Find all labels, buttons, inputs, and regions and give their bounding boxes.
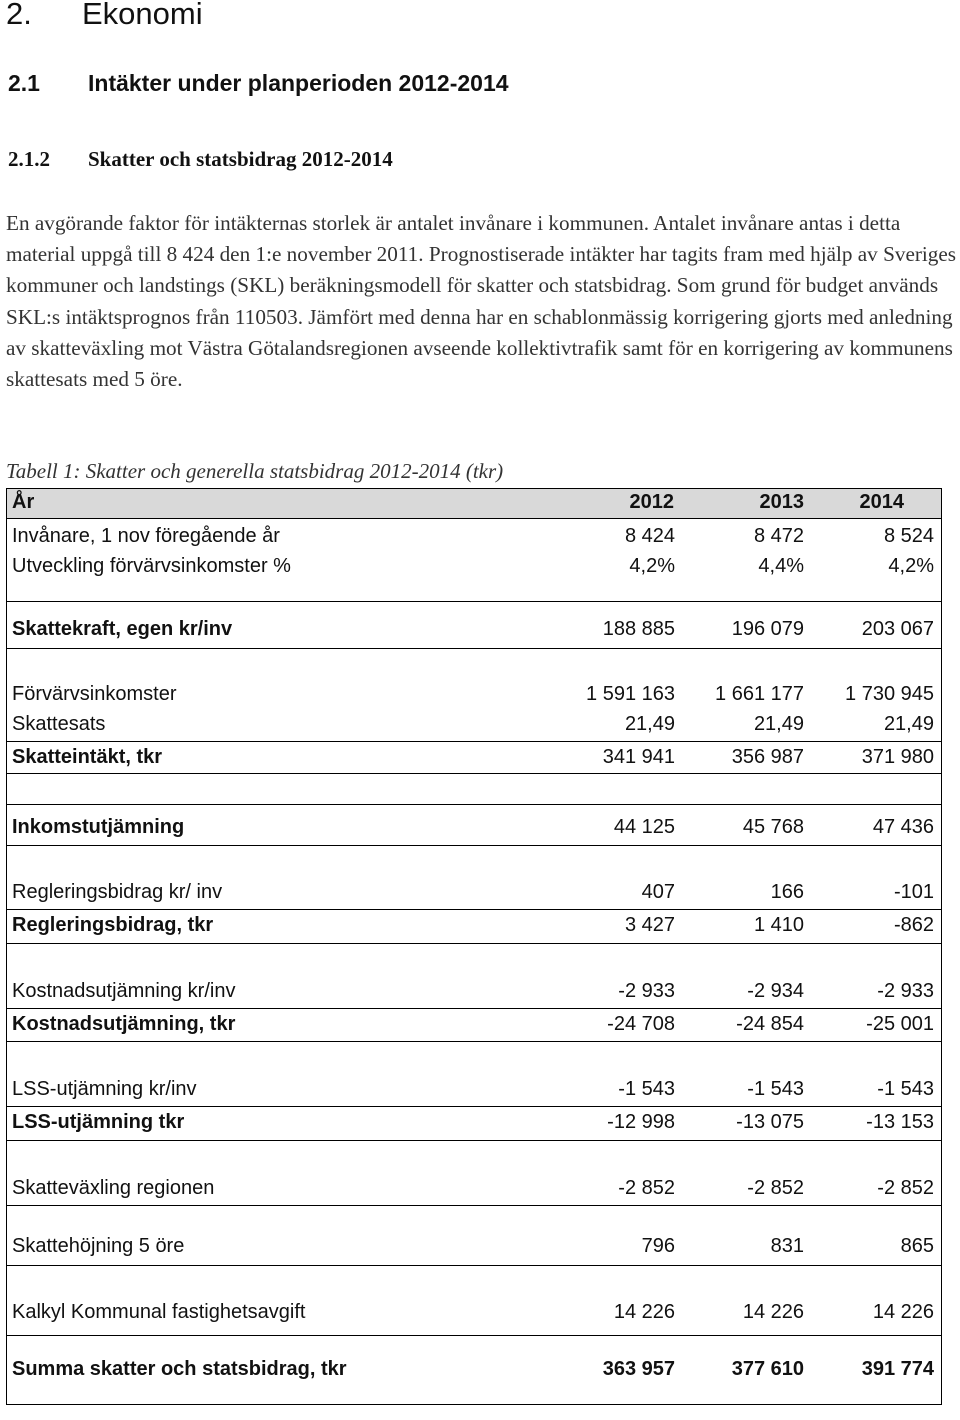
value-2014: -862 (893, 914, 934, 936)
row-label: Kostnadsutjämning kr/inv (12, 980, 236, 1002)
body-paragraph: En avgörande faktor för intäkternas storlek är antalet invånare i kommunen. Antalet invånare antas i detta material uppgå till 8 424 den 1:e november 2011. Prognostiserade intäkter har tagits fram med hjälp av Sveriges kommuner och landstings (SKL) beräkningsmodell för skatter och statsbidrag. Som grund för budget används SKL:s intäktsprognos från 110503. Jämfört med denna har en schablonmässig korrigering gjorts med anledning av skatteväxling mot Västra Götalandsregionen avseende kollektivtrafik samt för en korrigering av kommunens skattesats med 5 öre. (6, 211, 957, 392)
table-row (7, 711, 941, 739)
table-row (7, 616, 941, 644)
row-label: Regleringsbidrag kr/ inv (12, 881, 223, 903)
value-2014: 14 226 (872, 1301, 934, 1323)
row-label: Skattehöjning 5 öre (12, 1235, 185, 1257)
value-2013: 4,4% (758, 555, 804, 577)
row-label: Utveckling förvärvsinkomster % (12, 555, 291, 577)
header-2013: 2013 (759, 491, 804, 513)
value-2012: 21,49 (624, 713, 675, 735)
tax-table (6, 488, 942, 1405)
table-row (7, 879, 941, 907)
table-row (7, 744, 941, 772)
table-row (7, 1299, 941, 1327)
value-2014: -2 852 (877, 1177, 934, 1199)
row-label: Kalkyl Kommunal fastighetsavgift (12, 1301, 306, 1323)
table-row (7, 1109, 941, 1137)
header-2014: 2014 (859, 491, 904, 513)
value-2013: 356 987 (731, 746, 804, 768)
header-label: År (12, 491, 35, 513)
header-2012: 2012 (629, 491, 674, 513)
row-divider (7, 909, 941, 910)
row-divider (7, 1041, 941, 1042)
value-2013: -13 075 (736, 1111, 804, 1133)
value-2012: -12 998 (607, 1111, 675, 1133)
value-2014: 865 (900, 1235, 934, 1257)
value-2014: 21,49 (883, 713, 934, 735)
table-row (7, 1233, 941, 1261)
value-2012: 1 591 163 (586, 683, 675, 705)
row-label: Regleringsbidrag, tkr (12, 914, 214, 936)
value-2012: 363 957 (602, 1358, 675, 1380)
value-2014: -101 (893, 881, 934, 903)
value-2014: -2 933 (877, 980, 934, 1002)
row-label: Invånare, 1 nov föregående år (12, 525, 280, 547)
value-2012: 796 (641, 1235, 675, 1257)
row-divider (7, 1265, 941, 1266)
table-row (7, 814, 941, 842)
value-2013: 1 661 177 (715, 683, 804, 705)
value-2013: 377 610 (731, 1358, 804, 1380)
value-2014: 203 067 (861, 618, 934, 640)
row-label: Förvärvsinkomster (12, 683, 177, 705)
row-divider (7, 804, 941, 805)
table-row (7, 1076, 941, 1104)
table-row (7, 1175, 941, 1203)
row-divider (7, 1205, 941, 1206)
table-caption: Tabell 1: Skatter och generella statsbidrag 2012-2014 (tkr) (6, 459, 504, 483)
value-2014: -13 153 (866, 1111, 934, 1133)
row-divider (7, 943, 941, 944)
row-label: Inkomstutjämning (12, 816, 185, 838)
row-divider (7, 741, 941, 742)
section-heading (8, 70, 509, 97)
value-2012: -24 708 (607, 1013, 675, 1035)
value-2013: 45 768 (742, 816, 804, 838)
value-2013: 14 226 (742, 1301, 804, 1323)
row-divider (7, 1140, 941, 1141)
section-number: 2.1 (8, 70, 40, 96)
table-header-row (7, 489, 941, 519)
subsection-title: Skatter och statsbidrag 2012-2014 (88, 147, 393, 171)
value-2013: 1 410 (753, 914, 804, 936)
value-2013: -1 543 (747, 1078, 804, 1100)
table-row (7, 553, 941, 581)
table-row (7, 523, 941, 551)
table-total-row (7, 1356, 941, 1384)
value-2013: -2 852 (747, 1177, 804, 1199)
row-label: Skatteväxling regionen (12, 1177, 215, 1199)
value-2012: -2 852 (618, 1177, 675, 1199)
section-title: Intäkter under planperioden 2012-2014 (88, 70, 509, 96)
row-label: Summa skatter och statsbidrag, tkr (12, 1358, 347, 1380)
value-2012: 44 125 (613, 816, 675, 838)
value-2013: 196 079 (731, 618, 804, 640)
value-2013: 21,49 (753, 713, 804, 735)
table-row (7, 912, 941, 940)
subsection-heading (8, 147, 393, 172)
table-row (7, 1011, 941, 1039)
value-2013: 8 472 (753, 525, 804, 547)
value-2014: 371 980 (861, 746, 934, 768)
value-2012: 188 885 (602, 618, 675, 640)
value-2013: 166 (770, 881, 804, 903)
row-label: LSS-utjämning tkr (12, 1111, 185, 1133)
value-2014: 47 436 (872, 816, 934, 838)
row-label: Kostnadsutjämning, tkr (12, 1013, 236, 1035)
value-2012: 8 424 (624, 525, 675, 547)
row-divider (7, 648, 941, 649)
chapter-number: 2. (6, 0, 32, 31)
row-label: Skattesats (12, 713, 106, 735)
value-2012: 407 (641, 881, 675, 903)
value-2012: -2 933 (618, 980, 675, 1002)
value-2012: 14 226 (613, 1301, 675, 1323)
value-2013: -24 854 (736, 1013, 804, 1035)
table-row (7, 978, 941, 1006)
chapter-title: Ekonomi (82, 0, 203, 31)
row-divider (7, 773, 941, 774)
row-divider (7, 1008, 941, 1009)
chapter-heading (6, 0, 203, 32)
value-2012: 3 427 (624, 914, 675, 936)
row-divider (7, 1106, 941, 1107)
row-label: Skattekraft, egen kr/inv (12, 618, 233, 640)
value-2012: 4,2% (629, 555, 675, 577)
row-divider (7, 601, 941, 602)
subsection-number: 2.1.2 (8, 147, 50, 171)
row-divider (7, 1335, 941, 1336)
value-2014: -1 543 (877, 1078, 934, 1100)
value-2013: -2 934 (747, 980, 804, 1002)
value-2012: 341 941 (602, 746, 675, 768)
row-divider (7, 845, 941, 846)
table-row (7, 681, 941, 709)
value-2014: 4,2% (888, 555, 934, 577)
value-2014: -25 001 (866, 1013, 934, 1035)
value-2014: 8 524 (883, 525, 934, 547)
value-2013: 831 (770, 1235, 804, 1257)
value-2014: 1 730 945 (845, 683, 934, 705)
row-label: LSS-utjämning kr/inv (12, 1078, 197, 1100)
row-label: Skatteintäkt, tkr (12, 746, 163, 768)
value-2014: 391 774 (861, 1358, 934, 1380)
value-2012: -1 543 (618, 1078, 675, 1100)
